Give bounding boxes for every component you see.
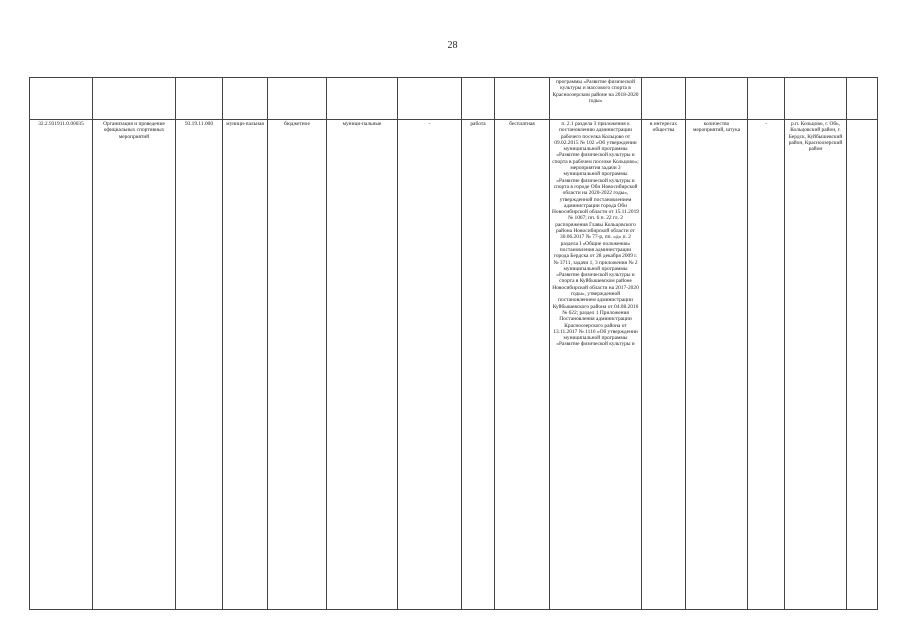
- institution-type-cell: бюджетное: [268, 120, 327, 610]
- cell: [495, 78, 550, 120]
- table-row-service: [30, 120, 878, 610]
- cell: [748, 78, 785, 120]
- cell: [327, 78, 398, 120]
- basis-cell: п. 2.1 раздела 3 приложения к постановлению администрации рабочего поселка Кольцово от 09.02.2015 № 102 «Об утверждении муниципальной программы «Развитие физической культуры и спорта в рабочем поселке Кольцово»; мероприятия задачи 3 муниципальной программы «Развитие физической культуры и спорта в городе Оби Новосибирской области на 2020-2022 годы», утвержденной постановлением администрации города Оби Новосибирской области от 15.11.2019 № 1067; пп. 6 п. 22 гл. 2 распоряжения Главы Кольцовского района Новосибирской области от 30.06.2017 № 77-р, пп. «д» п. 2 раздела I «Общие положения» постановления администрации города Бердска от 28 декабря 2009 г. № 3711, задачи 1, 3 приложения № 2 муниципальной программы «Развитие физической культуры и спорта в Куйбышевском районе Новосибирской области на 2017-2020 годы», утвержденной постановлением администрации Куйбышевского района от 04.08.2016 № 622; раздел 1 Приложения Постановления администрации Красноозерского района от 13.11.2017 № 1116 «Об утверждении муниципальной программы «Развитие физической культуры и: [550, 120, 642, 610]
- owner-level-cell: муници-пальная: [223, 120, 268, 610]
- cell: [30, 78, 93, 120]
- service-name-cell: Организация и проведение официальных спортивных мероприятий: [93, 120, 176, 610]
- cell: [847, 78, 878, 120]
- territory-cell: р.п. Кольцово, г. Обь, Кольцовский район, г. Бердск, Куйбышевский район, Красноозерский район: [785, 120, 847, 610]
- cell: [398, 78, 462, 120]
- cell: [462, 78, 495, 120]
- service-kind-cell: работа: [462, 120, 495, 610]
- table-row-continuation: [30, 78, 878, 120]
- okved-code-cell: 93.19.11.000: [176, 120, 223, 610]
- registry-table: [29, 77, 878, 610]
- cell: [268, 78, 327, 120]
- cell: [93, 78, 176, 120]
- dash-cell: -: [748, 120, 785, 610]
- cell: [223, 78, 268, 120]
- cell: [642, 78, 686, 120]
- cell: [686, 78, 748, 120]
- page-number: 28: [447, 40, 458, 51]
- founder-level-cell: муници-пальные: [327, 120, 398, 610]
- registry-number-cell: 32.2.931911.0.00035: [30, 120, 93, 610]
- cell: [847, 120, 878, 610]
- consumers-cell: в интересах общества: [642, 120, 686, 610]
- cell: [176, 78, 223, 120]
- dash-cell: -: [398, 120, 462, 610]
- cell: [785, 78, 847, 120]
- basis-cell: программы «Развитие физической культуры и массового спорта в Красноозерском районе на 2018-2020 годы»: [550, 78, 642, 120]
- indicator-cell: количество мероприятий, штука: [686, 120, 748, 610]
- payment-cell: бесплатная: [495, 120, 550, 610]
